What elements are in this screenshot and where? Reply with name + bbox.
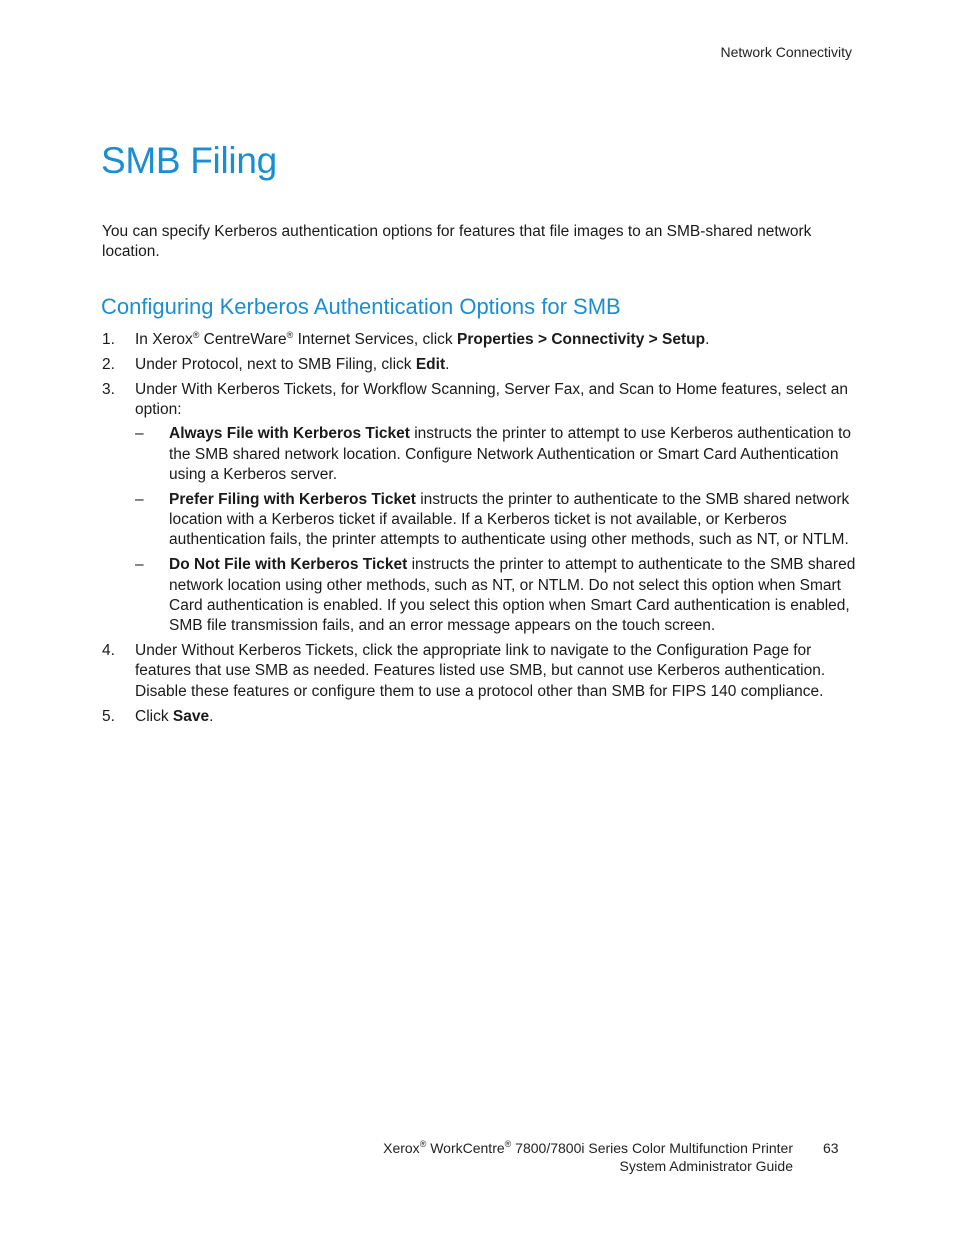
intro-paragraph: You can specify Kerberos authentication options for features that file images to an SMB-shared network location. <box>102 223 812 260</box>
step-text: Under With Kerberos Tickets, for Workflow Scanning, Server Fax, and Scan to Home features, select an option: <box>135 380 849 419</box>
step-text: . <box>209 707 214 725</box>
footer-product-line <box>383 1140 793 1158</box>
option-prefer-filing <box>135 490 862 551</box>
menu-path-separator: > <box>533 331 552 348</box>
registered-mark: ® <box>504 1139 512 1149</box>
option-description: instructs the printer to attempt to use Kerberos authentication to the SMB shared network location. Configure Network Authentication or Smart Card Authentication using a Kerberos server. <box>169 425 852 483</box>
step-text: Under Protocol, next to SMB Filing, click <box>135 355 416 373</box>
step-text: . <box>445 355 450 373</box>
step-text: CentreWare <box>199 331 287 348</box>
option-name: Always File with Kerberos Ticket <box>169 425 410 443</box>
option-list <box>135 424 862 636</box>
dash-bullet: – <box>135 490 144 508</box>
section-heading: Configuring Kerberos Authentication Options for SMB <box>101 294 621 319</box>
step-text: Click <box>135 707 173 725</box>
footer-brand: Xerox <box>383 1140 420 1156</box>
step-text: Internet Services, click <box>293 331 457 348</box>
step-1 <box>102 330 862 350</box>
running-header: Network Connectivity <box>720 44 852 60</box>
page-number: 63 <box>823 1140 839 1156</box>
option-description: instructs the printer to authenticate to the SMB shared network location with a Kerberos ticket if available. If a Kerberos ticket is not available, or Kerberos authentication fails, the printer attempts to authenticate using other methods, such as NT, or NTLM. <box>169 490 850 549</box>
registered-mark: ® <box>192 330 200 340</box>
step-number: 4. <box>102 642 115 660</box>
save-label: Save <box>172 707 210 725</box>
edit-label: Edit <box>415 355 446 373</box>
menu-path-connectivity: Connectivity <box>551 331 645 348</box>
option-do-not-file <box>135 555 862 636</box>
step-text: . <box>705 331 710 348</box>
step-3 <box>102 380 862 637</box>
menu-path-properties: Properties <box>456 331 534 348</box>
option-name: Prefer Filing with Kerberos Ticket <box>169 490 416 508</box>
dash-bullet: – <box>135 556 144 574</box>
step-2 <box>102 355 862 375</box>
step-number: 1. <box>102 331 115 348</box>
step-text: In Xerox <box>135 331 193 348</box>
step-number: 5. <box>102 707 115 725</box>
menu-path-separator: > <box>644 331 663 348</box>
step-4 <box>102 641 862 702</box>
step-text: Under Without Kerberos Tickets, click the appropriate link to navigate to the Configuration Page for features that use SMB as needed. Features listed use SMB, but cannot use Kerberos authentication. Disable these features or configure them to use a protocol other than SMB for FIPS 140 compliance. <box>135 642 826 700</box>
page-footer <box>383 1140 793 1175</box>
steps-list <box>102 330 862 732</box>
option-always-file <box>135 424 862 485</box>
option-name: Do Not File with Kerberos Ticket <box>169 556 408 574</box>
menu-path-setup: Setup <box>662 331 706 348</box>
step-number: 2. <box>102 355 115 373</box>
registered-mark: ® <box>286 330 294 340</box>
registered-mark: ® <box>419 1139 427 1149</box>
step-5 <box>102 707 862 727</box>
page-title: SMB Filing <box>101 140 277 181</box>
footer-guide: System Administrator Guide <box>619 1157 793 1174</box>
step-number: 3. <box>102 380 115 398</box>
footer-product: WorkCentre <box>426 1140 505 1156</box>
dash-bullet: – <box>135 425 144 443</box>
option-description: instructs the printer to attempt to authenticate to the SMB shared network location using other methods, such as NT, or NTLM. Do not select this option when Smart Card authentication is enabled. If you select this option when Smart Card authentication is enabled, SMB file transmission fails, and an error message appears on the touch screen. <box>169 556 856 635</box>
footer-model: 7800/7800i Series Color Multifunction Printer <box>511 1140 793 1156</box>
